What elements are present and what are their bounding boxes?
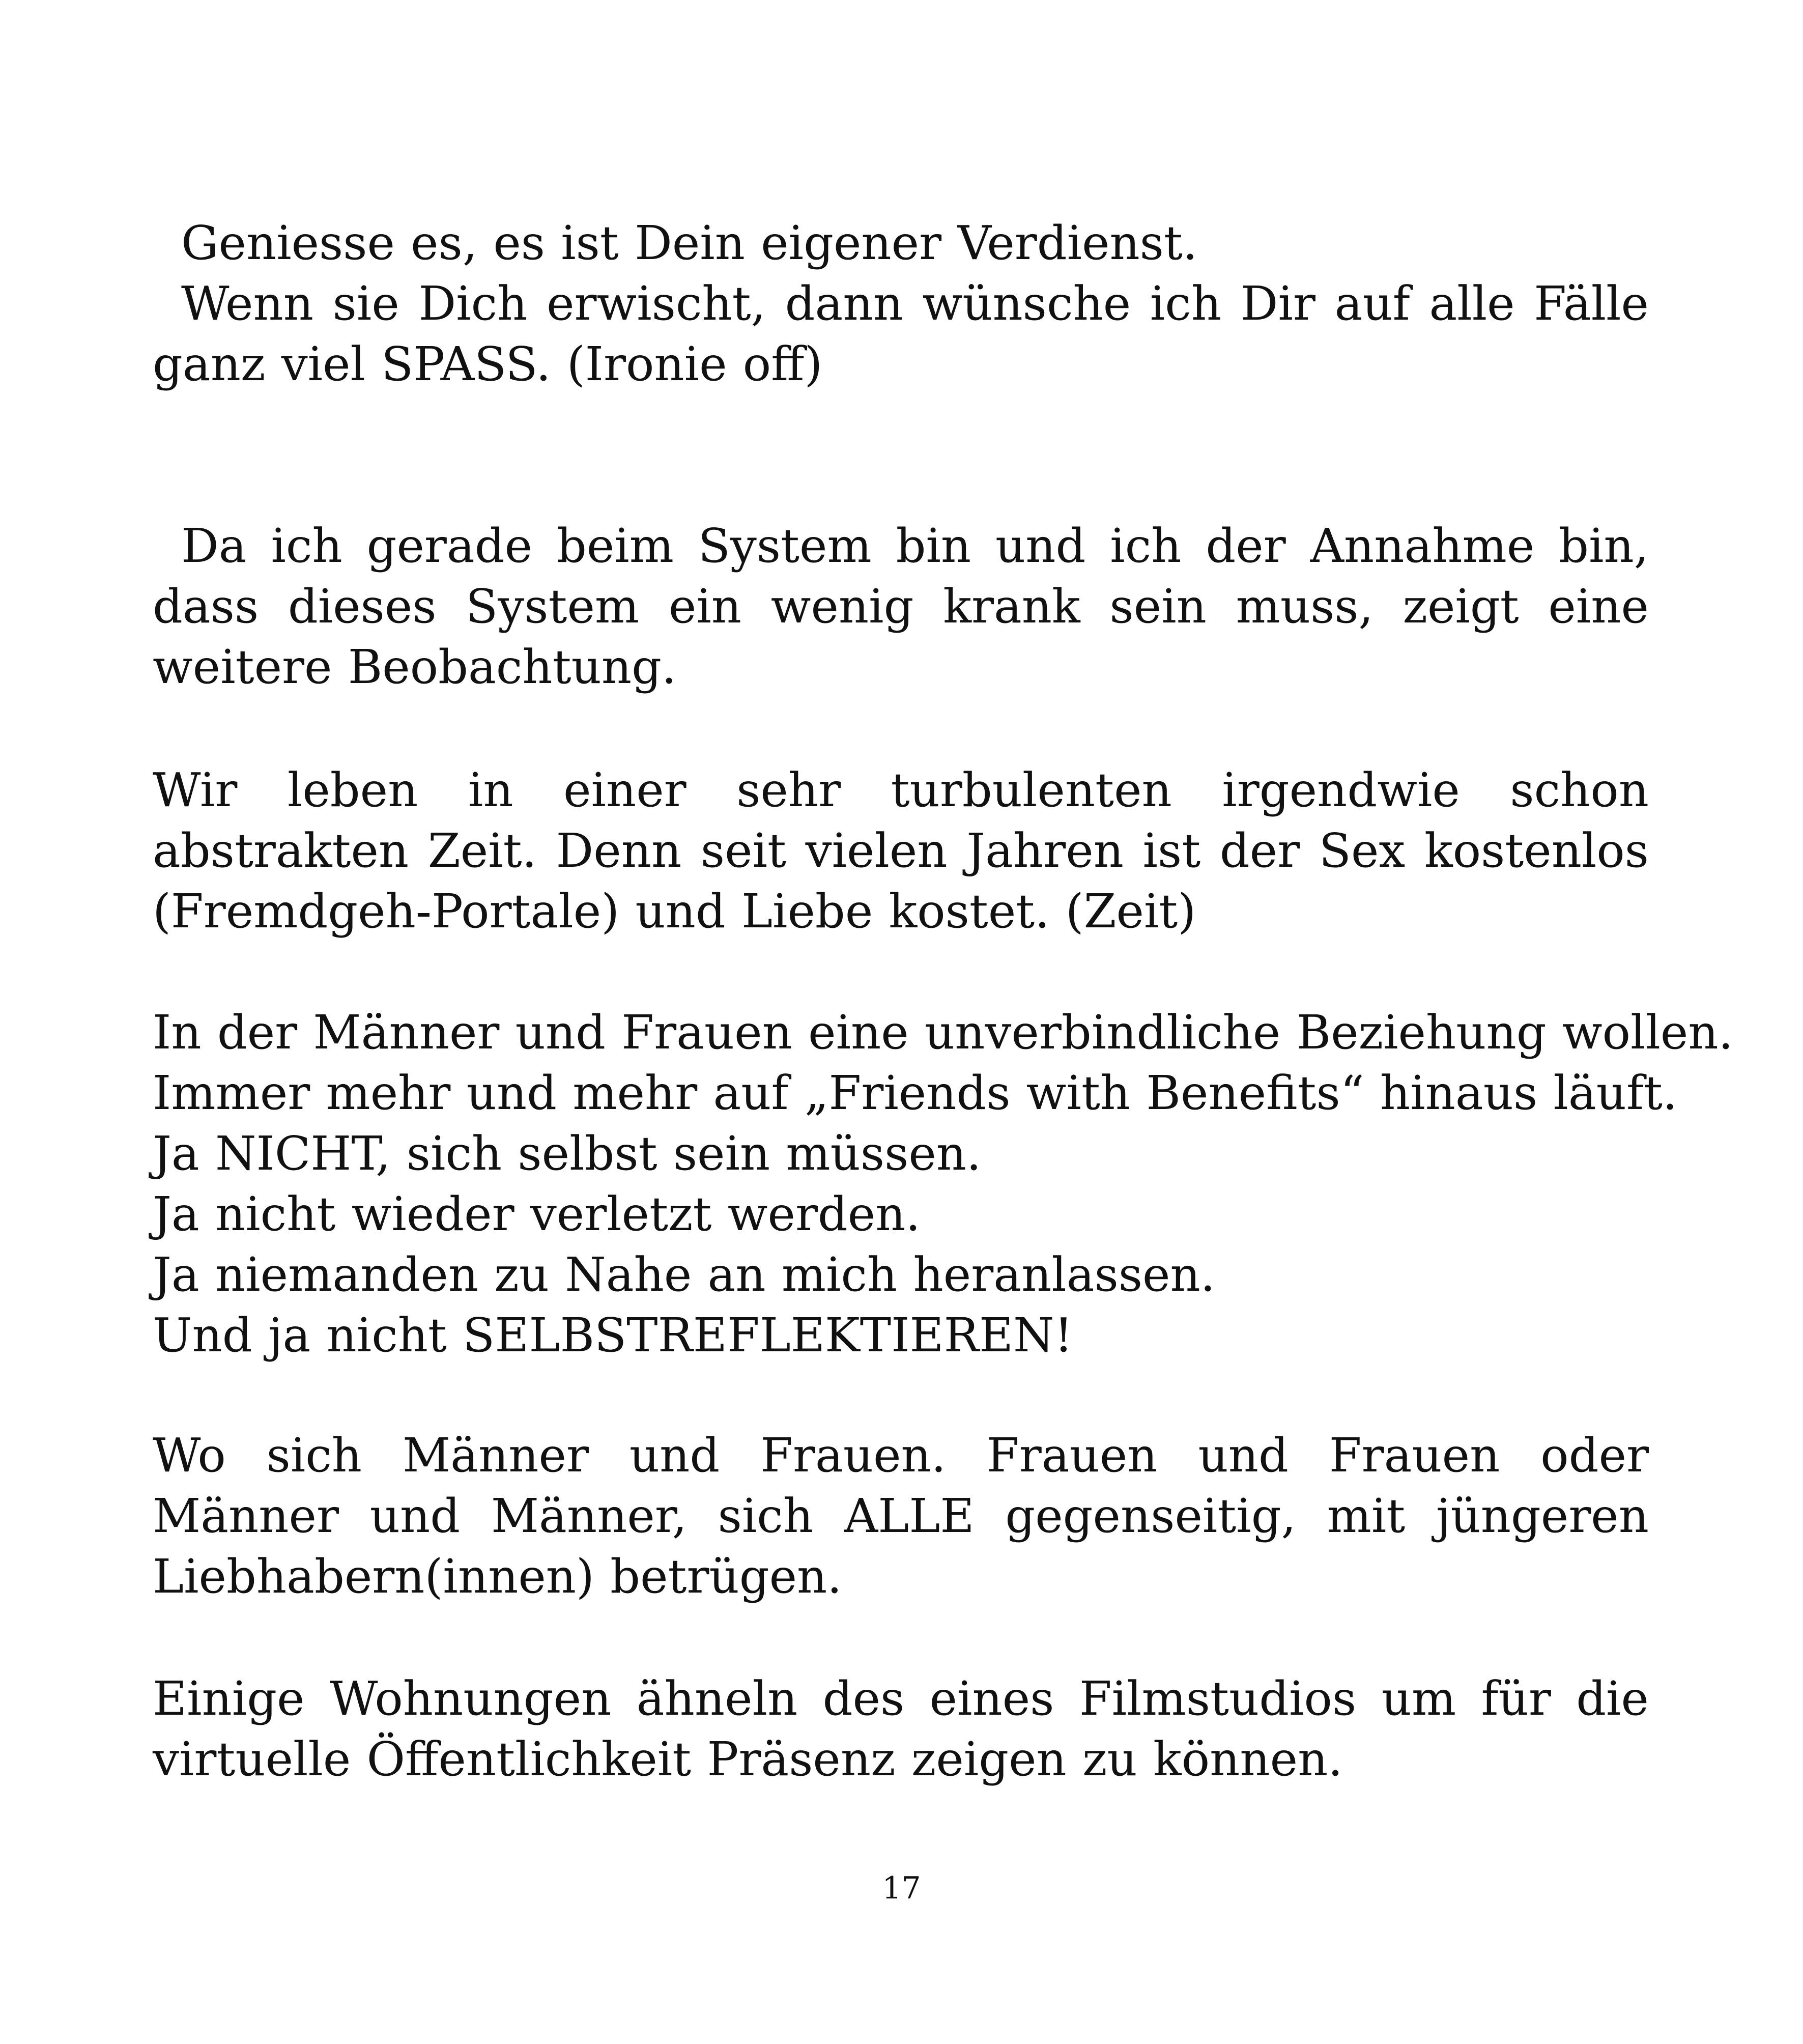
text-line: In der Männer und Frauen eine unverbindliche Beziehung wollen. (153, 1005, 1733, 1060)
paragraph: Wir leben in einer sehr turbulenten irgendwie schon abstrakten Zeit. Denn seit vielen Jahren ist der Sex kostenlos (Fremdgeh-Portale) und Liebe kostet. (Zeit) (153, 763, 1649, 939)
paragraph: Wenn sie Dich erwischt, dann wünsche ich Dir auf alle Fälle ganz viel SPASS. (Ironie off) (153, 276, 1649, 391)
paragraph: Einige Wohnungen ähneln des eines Filmstudios um für die virtuelle Öffentlichkeit Präsenz zeigen zu können. (153, 1671, 1649, 1786)
text-line: Ja nicht wieder verletzt werden. (153, 1187, 921, 1241)
paragraph: Wo sich Männer und Frauen. Frauen und Frauen oder Männer und Männer, sich ALLE gegenseitig, mit jüngeren Liebhabern(innen) betrügen. (153, 1428, 1649, 1604)
text-block-4 (153, 1002, 1733, 1366)
text-block-6 (153, 1668, 1649, 1790)
text-block-5 (153, 1425, 1649, 1607)
text-block-3 (153, 760, 1649, 942)
text-line: Ja niemanden zu Nahe an mich heranlassen. (153, 1247, 1215, 1302)
text-line: Immer mehr und mehr auf „Friends with Benefits“ hinaus läuft. (153, 1066, 1678, 1120)
text-line: Und ja nicht SELBSTREFLEKTIEREN! (153, 1308, 1073, 1362)
paragraph: Da ich gerade beim System bin und ich der Annahme bin, dass dieses System ein wenig krank sein muss, zeigt eine weitere Beobachtung. (153, 519, 1649, 694)
text-block-2 (153, 516, 1649, 697)
page-number: 17 (882, 1870, 921, 1906)
paragraph: Geniesse es, es ist Dein eigener Verdienst. (181, 216, 1198, 270)
text-block-1 (153, 213, 1649, 394)
text-line: Ja NICHT, sich selbst sein müssen. (153, 1126, 982, 1181)
